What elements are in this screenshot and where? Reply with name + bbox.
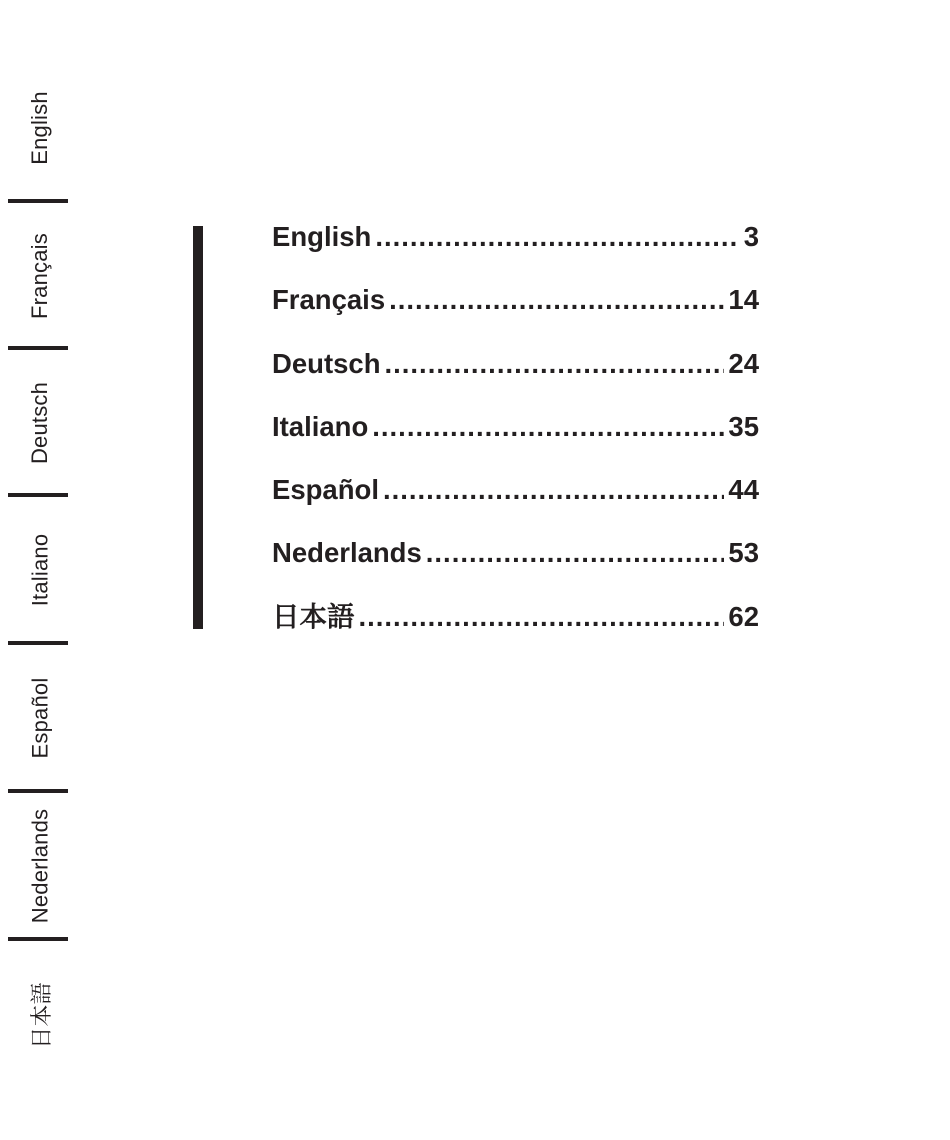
toc-entry-title: Deutsch <box>272 347 381 379</box>
toc-entry-espanol[interactable] <box>272 470 759 533</box>
toc-entry-title: Español <box>272 474 379 506</box>
toc-dot-leader <box>385 344 725 384</box>
toc-entry-japanese[interactable] <box>272 597 759 660</box>
tab-divider <box>8 199 68 203</box>
toc-dot-leader <box>375 217 739 257</box>
tab-divider <box>8 937 68 941</box>
side-tab-label: Français <box>27 232 52 319</box>
side-tab-label: Nederlands <box>27 808 53 924</box>
side-tab-label: Italiano <box>26 533 52 606</box>
toc-entry-deutsch[interactable] <box>272 344 759 407</box>
table-of-contents <box>272 217 759 660</box>
toc-entry-title: English <box>272 221 372 252</box>
side-tab-deutsch[interactable] <box>0 365 80 480</box>
toc-entry-title: Nederlands <box>272 537 422 569</box>
side-tab-francais[interactable] <box>0 218 80 333</box>
toc-page-number: 62 <box>728 600 759 632</box>
toc-entry-english[interactable] <box>272 217 759 280</box>
side-tab-espanol[interactable] <box>0 660 80 775</box>
side-tab-japanese[interactable] <box>0 965 80 1065</box>
toc-page-number: 44 <box>728 474 759 506</box>
toc-dot-leader <box>426 533 725 573</box>
side-tab-label: Español <box>27 677 52 758</box>
side-tab-nederlands[interactable] <box>0 800 80 932</box>
tab-divider <box>8 789 68 793</box>
tab-divider <box>8 493 68 497</box>
toc-dot-leader <box>359 597 725 637</box>
side-tab-label: English <box>27 91 52 165</box>
side-tab-label: 日本語 <box>28 981 54 1049</box>
toc-page-number: 3 <box>743 221 759 252</box>
tab-divider <box>8 641 68 645</box>
side-tab-label: Deutsch <box>27 381 53 464</box>
toc-entry-title: Italiano <box>272 410 369 442</box>
toc-entry-francais[interactable] <box>272 280 759 343</box>
toc-entry-nederlands[interactable] <box>272 533 759 596</box>
toc-dot-leader <box>389 280 724 320</box>
toc-dot-leader <box>383 470 724 510</box>
tab-divider <box>8 346 68 350</box>
toc-entry-italiano[interactable] <box>272 407 759 470</box>
toc-page-number: 14 <box>728 284 759 316</box>
side-tab-italiano[interactable] <box>0 512 80 627</box>
toc-page-number: 53 <box>728 537 759 569</box>
toc-entry-title: 日本語 <box>272 600 355 632</box>
toc-page-number: 24 <box>728 347 759 379</box>
side-tab-english[interactable] <box>0 78 80 178</box>
toc-accent-bar <box>193 226 203 629</box>
toc-entry-title: Français <box>272 284 386 316</box>
toc-page-number: 35 <box>728 410 759 442</box>
toc-dot-leader <box>372 407 724 447</box>
